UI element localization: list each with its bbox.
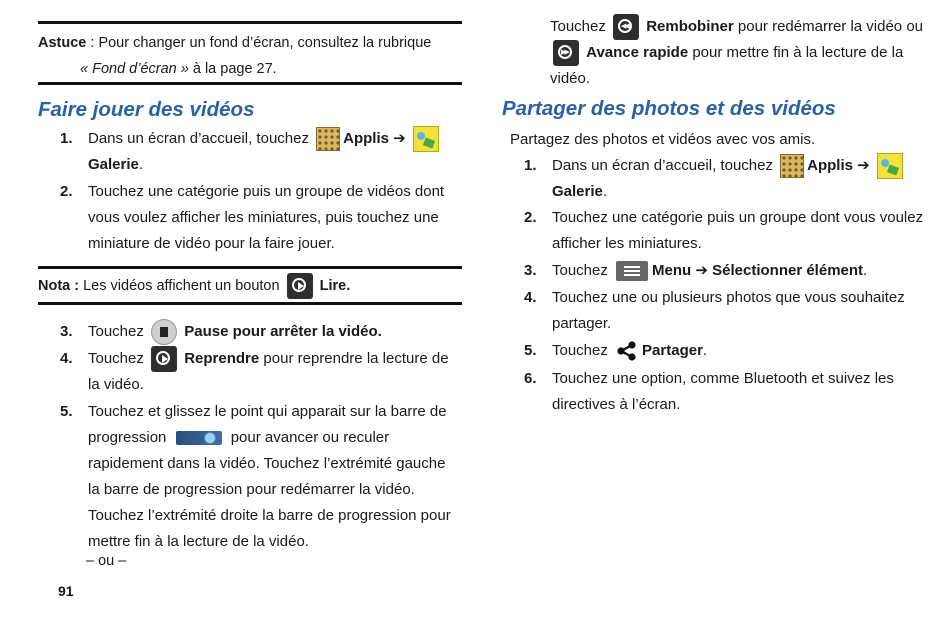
list-item: 2. Touchez une catégorie puis un groupe dont vous voulez afficher les miniatures. [524,209,924,252]
page-number: 91 [58,583,74,599]
list-item: 3. Touchez Pause pour arrêter la vidéo. [60,319,460,345]
apps-grid-icon [780,154,804,178]
list-item: 1. Dans un écran d’accueil, touchez Applis ➔ Galerie. [60,126,460,178]
list-item: 1. Dans un écran d’accueil, touchez Applis ➔ Galerie. [524,153,924,205]
list-item: 3. Touchez Menu ➔ Sélectionner élément. [524,258,924,284]
fast-forward-icon: ▶▶ [553,40,579,66]
play-icon [287,273,313,299]
list-item: 4. Touchez une ou plusieurs photos que vous souhaitez partager. [524,289,905,332]
list-item: 2. Touchez une catégorie puis un groupe de vidéos dont vous voulez afficher les miniatures, puis touchez une miniature de vidéo pour la faire jouer. [60,183,445,252]
rewind-icon: ◀◀ [613,14,639,40]
divider [38,21,462,24]
tip-box: Astuce : Pour changer un fond d’écran, consultez la rubrique « Fond d’écran » à la page 27. [38,35,432,77]
share-icon [616,340,638,362]
menu-icon [616,261,648,281]
tip-link[interactable]: « Fond d’écran » [80,61,189,77]
progress-bar-icon [176,431,222,445]
tip-label: Astuce [38,35,87,51]
divider [38,302,462,305]
gallery-icon [413,126,439,152]
apps-grid-icon [316,127,340,151]
list-item: 5. Touchez et glissez le point qui apparait sur la barre de progression pour avancer ou reculer rapidement dans la vidéo. Touchez l’extrémité gauche la barre de progression pour redémarrer la vidéo. Touchez l’extrémité droite la barre de progression pour mettre fin à la lecture de la vidéo. [60,403,451,550]
intro-text: Partagez des photos et vidéos avec vos amis. [510,131,816,148]
list-item: 6. Touchez une option, comme Bluetooth et suivez les directives à l’écran. [524,370,894,413]
list-item: 4. Touchez Reprendre pour reprendre la lecture de la vidéo. [60,346,460,398]
play-icon [151,346,177,372]
list-item: 5. Touchez Partager. [524,338,924,364]
continued-text: Touchez ◀◀ Rembobiner pour redémarrer la vidéo ou ▶▶ Avance rapide pour mettre fin à la lecture de la vidéo. [524,14,924,92]
or-separator: – ou – [86,553,127,569]
section-heading: Partager des photos et des vidéos [502,97,836,120]
divider [38,266,462,269]
gallery-icon [877,153,903,179]
section-heading: Faire jouer des vidéos [38,98,255,121]
divider [38,82,462,85]
nota-box: Nota : Les vidéos affichent un bouton Lire. [38,273,350,299]
pause-icon [151,319,177,345]
